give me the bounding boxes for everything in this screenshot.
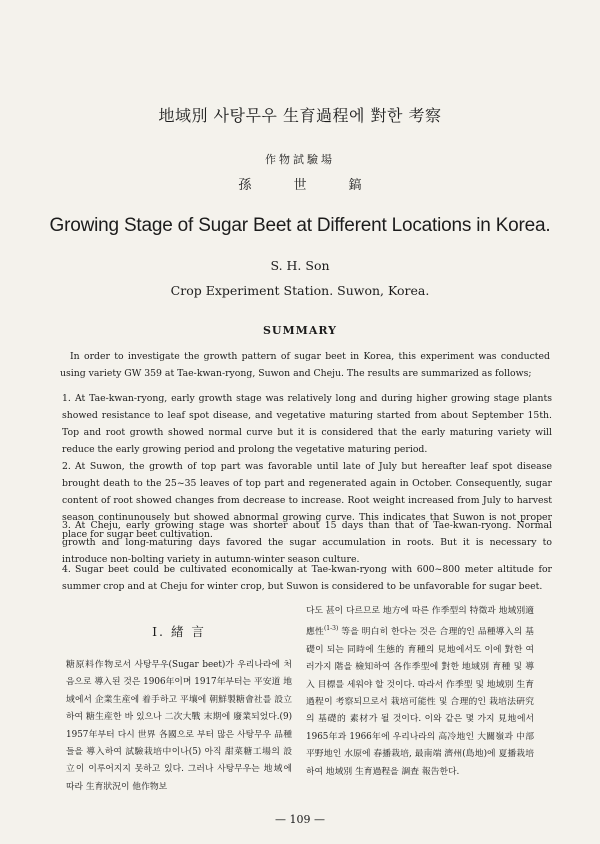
summary-heading: SUMMARY <box>262 324 338 337</box>
english-title: Growing Stage of Sugar Beet at Different Locations in Korea. <box>49 215 551 236</box>
korean-title: 地域別 사탕무우 生育過程에 對한 考察 <box>158 106 442 125</box>
citation-superscript: (1-3) <box>323 625 339 633</box>
english-affiliation: Crop Experiment Station. Suwon, Korea. <box>170 283 430 298</box>
section-heading: I. 緖 言 <box>152 624 206 639</box>
item-text: At Tae-kwan-ryong, early growth stage was relatively long and during higher growing stage plants showed resistance to leaf spot disease, and vegetative maturing started from about September 15th. Top and root growth showed normal curve but it is considered that the early maturing variety will reduce the early growing period and prolong the vegetative maturing period. <box>62 393 552 455</box>
korean-author: 孫 世 鎬 <box>238 178 362 193</box>
item-number: 1. <box>62 393 71 404</box>
item-number: 3. <box>62 520 71 531</box>
item-number: 2. <box>62 461 71 472</box>
summary-item-1 <box>62 391 552 459</box>
english-author: S. H. Son <box>270 258 330 273</box>
korean-affiliation: 作物試驗場 <box>265 153 335 166</box>
item-number: 4. <box>62 564 71 575</box>
item-text: Sugar beet could be cultivated economically at Tae-kwan-ryong with 600~800 meter altitude for summer crop and at Cheju for winter crop, but Suwon is considered to be unfavorable for sugar beet. <box>62 564 552 592</box>
item-text: At Suwon, the growth of top part was favorable until late of July but hereafter leaf spot disease brought death to the 25~35 leaves of top part and regenerated again in October. Consequently, sugar content of root showed changes from decrease to increase. Root weight increased from July to harvest season continunousely but showed abnormal growing curve. This indicates that Suwon is not proper place for sugar beet cultivation. <box>62 461 552 540</box>
summary-intro: In order to investigate the growth pattern of sugar beet in Korea, this experiment was conducted using variety GW 359 at Tae-kwan-ryong, Suwon and Cheju. The results are summarized as follows; <box>60 351 550 379</box>
body-right-text-a: 다도 甚이 다르므로 地方에 따른 作季型의 特徵과 地域別適應性 <box>306 606 534 638</box>
body-left-column: 糖原料作物로서 사탕무우(Sugar beet)가 우리나라에 처음으로 導入된 것은 1906年이며 1917年부터는 平安道 地域에서 企業生産에 着手하고 平壤에 朝鮮製糖會社를 設立하여 糖生産한 바 있으나 二次大戰 末期에 廢業되었다.(9) 1957年부터 다시 世界 各國으로 부터 많은 사탕무우 品種들을 導入하여 試驗栽培中이나(5) 아직 甜菜糖工場의 設立이 이루어지지 못하고 있다. 그러나 사탕무우는 地域에 따라 生育狀況이 他作物보 <box>66 660 292 792</box>
body-right-text-b: 等을 明白히 한다는 것은 合理的인 品種導入의 基礎이 되는 同時에 生態的 育種의 見地에서도 이에 對한 여러가지 階을 檢知하여 各作季型에 對한 地域別 育種 및 導入 目標를 세워야 할 것이다. 따라서 作季型 및 地域別 生育過程이 考察되므로서 栽培可能性 및 合理的인 栽培法硏究의 基礎的 素材가 될 것이다. 이와 같은 몇 가지 見地에서 1965年과 1966年에 우리나라의 高冷地인 大關嶺과 中部平野地인 水原에 春播栽培, 最南端 濟州(島地)에 夏播栽培하여 地域別 生育過程을 調査 報告한다. <box>306 627 534 777</box>
summary-item-4 <box>62 562 552 596</box>
item-text: At Cheju, early growing stage was shorter about 15 days than that of Tae-kwan-ryong. Normal growth and long-maturing days favored the sugar accumulation in roots. But it is necessary to introduce non-bolting variety in autumn-winter season culture. <box>62 520 552 565</box>
body-right-column <box>306 603 534 781</box>
page-number: — 109 — <box>275 813 325 826</box>
